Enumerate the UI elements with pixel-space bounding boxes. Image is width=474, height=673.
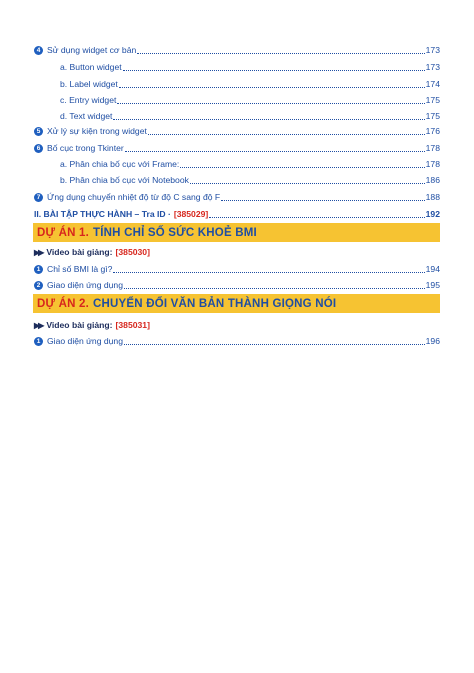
- toc-page-number: 178: [425, 159, 440, 169]
- toc-page-number: 175: [425, 95, 440, 105]
- dot-leader: [221, 199, 425, 201]
- toc-item-label: Bố cục trong Tkinter: [47, 143, 124, 153]
- dot-leader: [124, 287, 425, 289]
- number-badge: 5: [34, 127, 43, 136]
- video-link[interactable]: [34, 245, 150, 259]
- toc-item[interactable]: [60, 173, 440, 187]
- video-code: [385030]: [115, 247, 150, 257]
- toc-page-number: 196: [425, 336, 440, 346]
- number-badge: 4: [34, 46, 43, 55]
- section-code: [385029]: [173, 209, 209, 219]
- toc-item[interactable]: [34, 190, 440, 204]
- toc-page-number: 176: [425, 126, 440, 136]
- toc-item[interactable]: [60, 77, 440, 91]
- toc-page-number: 186: [425, 175, 440, 185]
- toc-page-number: 173: [425, 62, 440, 72]
- number-badge: 2: [34, 281, 43, 290]
- number-badge: 1: [34, 265, 43, 274]
- toc-item-label: Giao diện ứng dụng: [47, 280, 123, 290]
- number-badge: 1: [34, 337, 43, 346]
- project-2-banner: [33, 294, 440, 313]
- toc-page-number: 192: [425, 209, 440, 219]
- toc-item-label: Sử dụng widget cơ bản: [47, 45, 137, 55]
- dot-leader: [117, 102, 424, 104]
- dot-leader: [209, 216, 424, 218]
- toc-page-number: 195: [425, 280, 440, 290]
- section-label: II. BÀI TẬP THỰC HÀNH – Tra ID ·: [34, 209, 171, 219]
- dot-leader: [113, 118, 424, 120]
- dot-leader: [119, 86, 425, 88]
- dot-leader: [124, 343, 425, 345]
- project-1-banner: [33, 223, 440, 242]
- toc-item-label: a. Phân chia bố cục với Frame:: [60, 159, 180, 169]
- dot-leader: [123, 69, 425, 71]
- toc-page-number: 194: [425, 264, 440, 274]
- toc-item-label: b. Phân chia bố cục với Notebook: [60, 175, 189, 185]
- toc-item[interactable]: [34, 278, 440, 292]
- project-title: TÍNH CHỈ SỐ SỨC KHOẺ BMI: [93, 226, 257, 239]
- video-code: [385031]: [115, 320, 150, 330]
- toc-item[interactable]: [34, 334, 440, 348]
- toc-item-label: a. Button widget: [60, 62, 122, 72]
- toc-page-number: 175: [425, 111, 440, 121]
- dot-leader: [125, 150, 425, 152]
- toc-item-label: Xử lý sự kiện trong widget: [47, 126, 147, 136]
- toc-item-label: Chỉ số BMI là gì?: [47, 264, 113, 274]
- project-prefix: DỰ ÁN 2.: [37, 297, 90, 310]
- toc-item-label: Ứng dụng chuyển nhiệt độ từ độ C sang độ F: [47, 192, 221, 202]
- toc-item[interactable]: [34, 141, 440, 155]
- toc-item[interactable]: [60, 109, 440, 123]
- dot-leader: [180, 166, 424, 168]
- toc-page-number: 173: [425, 45, 440, 55]
- number-badge: 6: [34, 144, 43, 153]
- toc-item-label: d. Text widget: [60, 111, 113, 121]
- video-label: Video bài giảng:: [46, 247, 113, 257]
- toc-item-label: c. Entry widget: [60, 95, 117, 105]
- video-link[interactable]: [34, 318, 150, 332]
- toc-section-heading[interactable]: [34, 207, 440, 221]
- dot-leader: [148, 133, 425, 135]
- number-badge: 7: [34, 193, 43, 202]
- project-title: CHUYỂN ĐỔI VĂN BẢN THÀNH GIỌNG NÓI: [93, 297, 337, 310]
- toc-page-number: 188: [425, 192, 440, 202]
- toc-page-number: 174: [425, 79, 440, 89]
- toc-item[interactable]: [60, 157, 440, 171]
- toc-item-label: Giao diện ứng dụng: [47, 336, 123, 346]
- toc-item-label: b. Label widget: [60, 79, 118, 89]
- toc-item[interactable]: [34, 43, 440, 57]
- toc-item[interactable]: [34, 262, 440, 276]
- toc-item[interactable]: [60, 60, 440, 74]
- toc-item[interactable]: [34, 124, 440, 138]
- dot-leader: [113, 271, 424, 273]
- double-arrow-icon: ▶▶: [34, 320, 43, 330]
- dot-leader: [137, 52, 424, 54]
- project-prefix: DỰ ÁN 1.: [37, 226, 90, 239]
- toc-page-number: 178: [425, 143, 440, 153]
- dot-leader: [190, 182, 425, 184]
- toc-item[interactable]: [60, 93, 440, 107]
- video-label: Video bài giảng:: [46, 320, 113, 330]
- double-arrow-icon: ▶▶: [34, 247, 43, 257]
